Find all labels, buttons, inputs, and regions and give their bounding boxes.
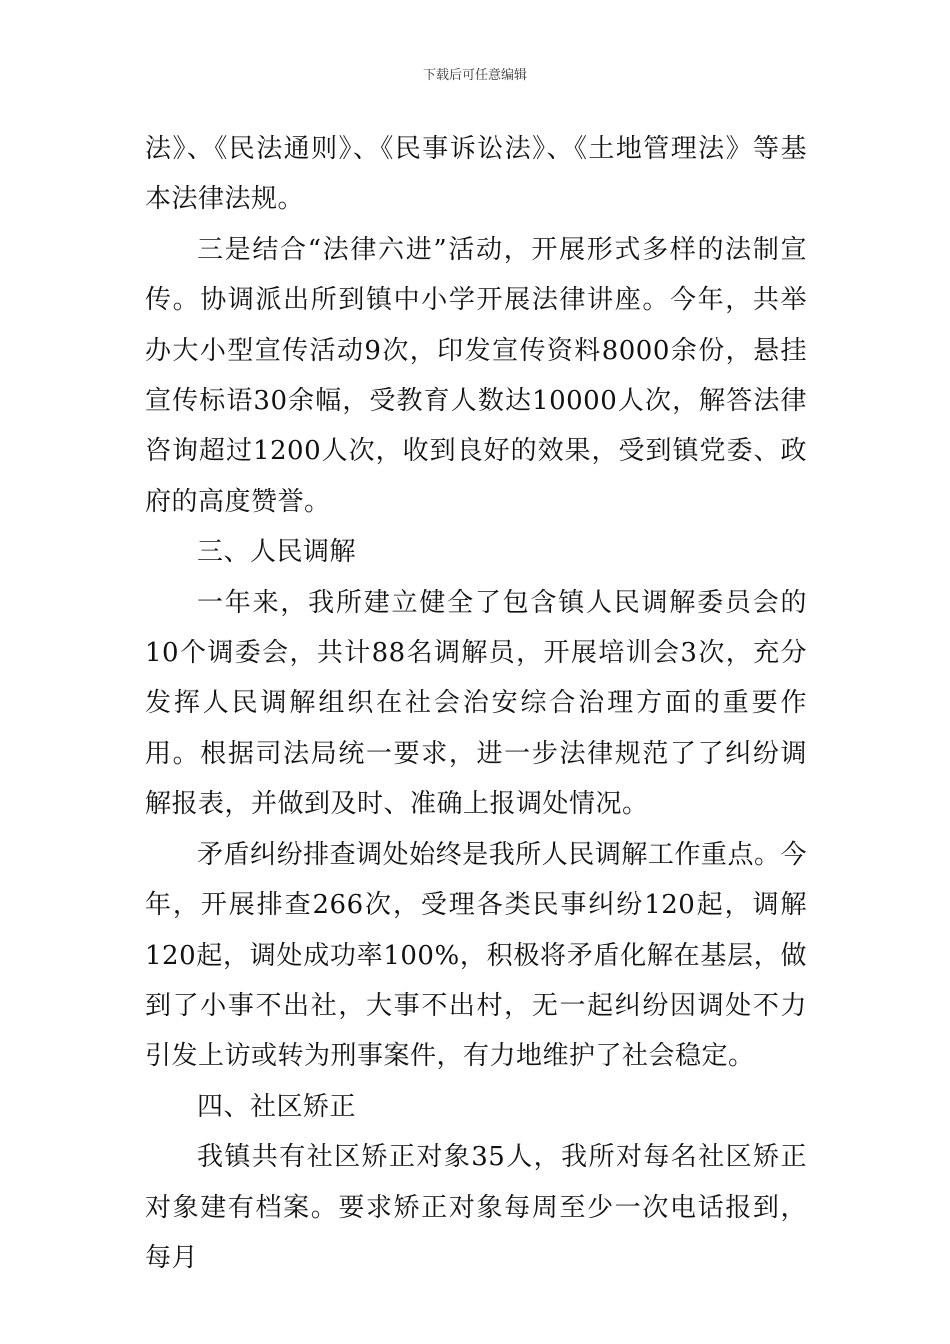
section-heading-community-correction: 四、社区矫正 <box>197 1091 357 1122</box>
paragraph-law-list-continued: 法》、《民法通则》、《民事诉讼法》、《土地管理法》等基本法律法规。 <box>145 134 807 215</box>
section-heading-people-mediation: 三、人民调解 <box>197 537 357 568</box>
paragraph-dispute-resolution: 矛盾纠纷排查调处始终是我所人民调解工作重点。今年，开展排查266次，受理各类民事纠纷120起，调解120起，调处成功率100%，积极将矛盾化解在基层，做到了小事不出社，大事不出村，无一起纠纷因调处不力引发上访或转为刑事案件，有力地维护了社会稳定。 <box>145 839 807 1072</box>
paragraph-community-correction: 我镇共有社区矫正对象35人，我所对每名社区矫正对象建有档案。要求矫正对象每周至少一次电话报到，每月 <box>145 1142 807 1273</box>
page-header: 下载后可任意编辑 <box>422 68 527 83</box>
paragraph-mediation-committees: 一年来，我所建立健全了包含镇人民调解委员会的10个调委会，共计88名调解员，开展培训会3次，充分发挥人民调解组织在社会治安综合治理方面的重要作用。根据司法局统一要求，进一步法律规范了了纠纷调解报表，并做到及时、准确上报调处情况。 <box>145 587 807 820</box>
document-body <box>145 124 807 1283</box>
paragraph-legal-publicity: 三是结合“法律六进”活动，开展形式多样的法制宣传。协调派出所到镇中小学开展法律讲座。今年，共举办大小型宣传活动9次，印发宣传资料8000余份，悬挂宣传标语30余幅，受教育人数达10000人次，解答法律咨询超过1200人次，收到良好的效果，受到镇党委、政府的高度赞誉。 <box>145 234 807 517</box>
